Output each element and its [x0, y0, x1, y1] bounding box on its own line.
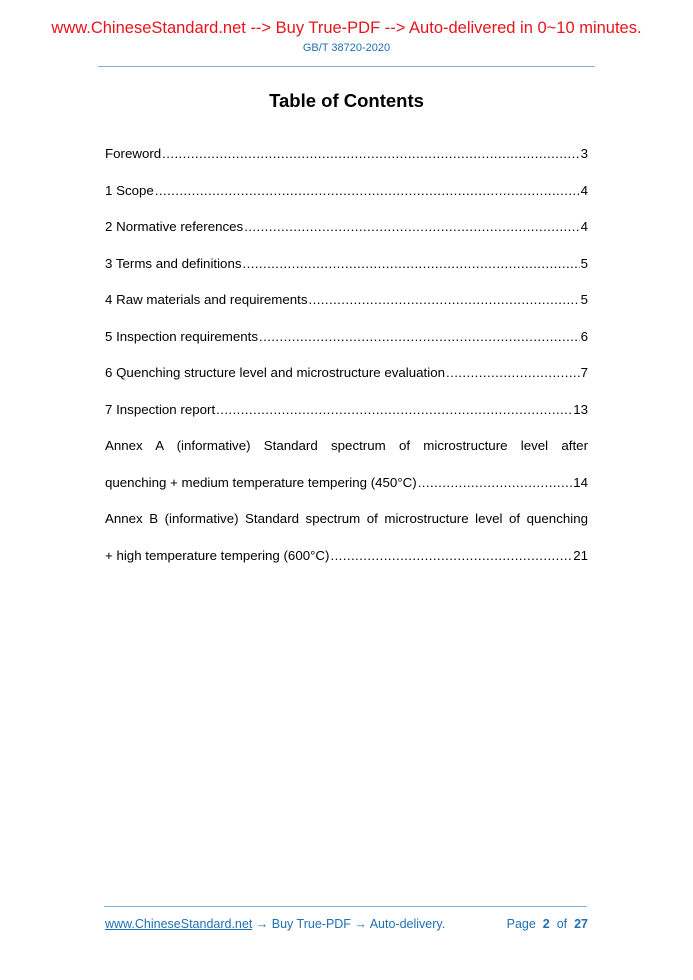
toc-entry-page: 14: [573, 474, 588, 490]
page-label: Page: [506, 917, 536, 931]
toc-entry-page: 4: [580, 219, 588, 234]
footer-promo-text: → Buy True-PDF → Auto-delivery.: [252, 917, 446, 931]
dot-leader: [243, 256, 580, 272]
dot-leader: [259, 329, 580, 345]
dot-leader: [216, 402, 572, 418]
toc-title: Table of Contents: [269, 90, 424, 111]
toc-entry-text: 7 Inspection report: [105, 401, 216, 417]
footer-divider: [104, 906, 587, 907]
toc-entry-page: 6: [580, 328, 588, 344]
page-total: 27: [574, 917, 588, 931]
toc-entry-quenching-structure[interactable]: [105, 365, 588, 402]
dot-leader: [244, 219, 579, 235]
toc-entry-text: 2 Normative references: [105, 219, 244, 234]
footer-link[interactable]: www.ChineseStandard.net: [105, 917, 253, 931]
toc-entry-text: Foreword: [105, 146, 162, 161]
toc-entry-terms-definitions[interactable]: [105, 256, 588, 293]
toc-entry-text-line2: quenching + medium temperature tempering (450°C): [105, 474, 417, 490]
toc-entry-page: 7: [580, 365, 588, 380]
page-footer: [105, 917, 588, 931]
toc-entry-inspection-report[interactable]: [105, 402, 588, 439]
toc-entry-text-line2: + high temperature tempering (600°C): [105, 547, 330, 563]
toc-entry-text: 4 Raw materials and requirements: [105, 292, 308, 307]
toc-entry-page: 5: [580, 292, 588, 307]
dot-leader: [309, 292, 580, 308]
toc-entry-text: 5 Inspection requirements: [105, 328, 258, 344]
dot-leader: [446, 365, 580, 381]
toc-entry-page: 3: [580, 146, 588, 161]
document-code: GB/T 38720-2020: [302, 42, 391, 54]
toc-entry-text-line1: Annex A (informative) Standard spectrum of microstructure level after: [105, 438, 588, 453]
page-of: of: [556, 917, 568, 931]
toc-entry-text: 1 Scope: [105, 182, 154, 198]
toc-entry-page: 21: [573, 547, 588, 563]
footer-promo: [105, 917, 445, 931]
page-current: 2: [542, 917, 550, 931]
dot-leader: [162, 146, 579, 162]
toc-entry-scope[interactable]: [105, 183, 588, 220]
toc-entry-normative-references[interactable]: [105, 219, 588, 256]
header-divider: [98, 66, 595, 67]
toc-entry-text: 3 Terms and definitions: [105, 255, 242, 271]
table-of-contents: [105, 146, 588, 584]
promo-banner[interactable]: www.ChineseStandard.net --> Buy True-PDF --> Auto-delivered in 0~10 minutes.: [51, 19, 642, 37]
toc-entry-inspection-requirements[interactable]: [105, 329, 588, 366]
dot-leader: [155, 183, 580, 199]
page-number: [507, 917, 588, 931]
toc-entry-annex-b[interactable]: [105, 511, 588, 584]
toc-entry-raw-materials[interactable]: [105, 292, 588, 329]
dot-leader: [418, 475, 573, 491]
toc-entry-foreword[interactable]: [105, 146, 588, 183]
toc-entry-page: 5: [580, 255, 588, 271]
toc-entry-annex-a[interactable]: [105, 438, 588, 511]
toc-entry-page: 13: [573, 401, 588, 417]
toc-entry-page: 4: [580, 182, 588, 198]
toc-entry-text: 6 Quenching structure level and microstructure evaluation: [105, 365, 445, 380]
dot-leader: [330, 548, 572, 564]
toc-entry-text-line1: Annex B (informative) Standard spectrum of microstructure level of quenching: [105, 511, 588, 526]
